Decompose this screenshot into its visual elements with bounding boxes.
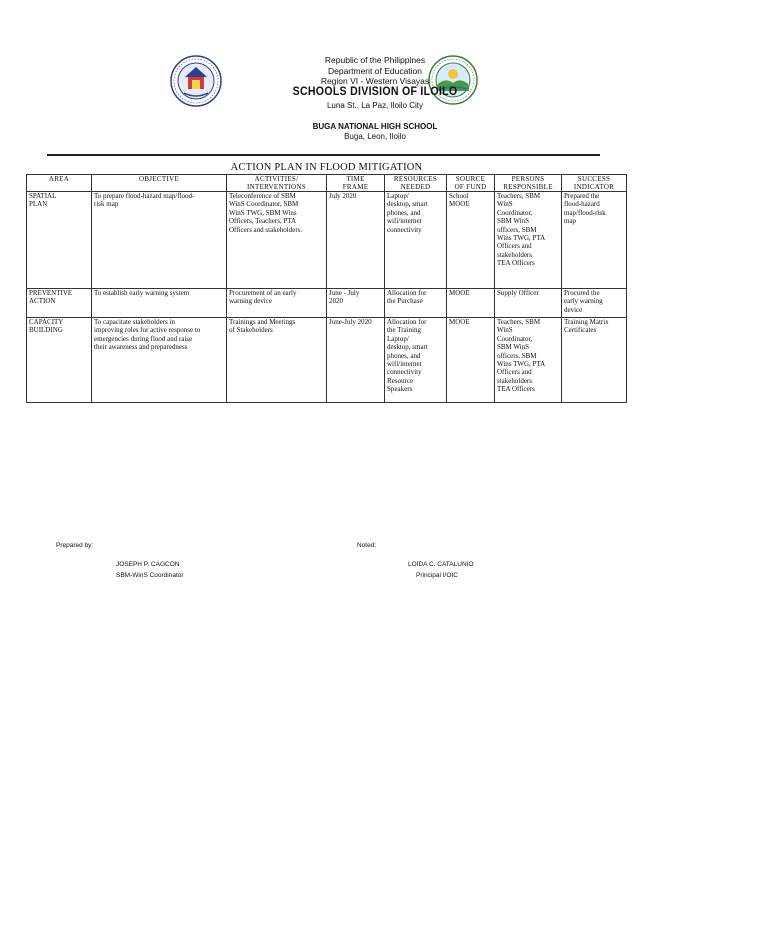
cell-indicator [562,318,627,403]
cell-line: July 2020 [329,192,357,200]
column-header-line: AREA [48,175,70,183]
cell-line: To establish early warning system [94,289,190,297]
column-header [27,175,92,192]
cell-source [447,289,495,318]
cell-line: warning device [229,297,272,306]
header-region: Region VI - Western Visayas [320,76,430,86]
cell-line: risk map [94,200,119,209]
cell-objective [92,289,227,318]
cell-line: WinS TWG, SBM Wins [229,208,297,217]
table-header-row [27,175,627,192]
cell-line: June - July [329,289,360,297]
cell-line: wifi/internet [387,217,422,226]
cell-line: Officers and [497,242,532,251]
cell-line: ACTION [29,297,56,306]
cell-line: Procurement of an early [229,289,297,297]
cell-line: stakeholders [497,376,532,385]
cell-line: desktop, smart [387,343,428,352]
column-header-line: FRAME [342,183,369,191]
header-department: Department of Education [327,66,423,76]
cell-line: Wins TWG, PTA [497,234,546,243]
cell-line: SBM WinS [497,343,530,352]
cell-line: their awareness and preparedness [94,343,188,352]
cell-line: WinS [497,326,513,335]
preparer-role: SBM-WinS Coordinator [116,572,184,579]
cell-source [447,192,495,289]
column-header-line: OBJECTIVE [138,175,180,183]
cell-line: map/flood-risk [564,208,606,217]
cell-line: Allocation for [387,318,427,326]
plan-title: ACTION PLAN IN FLOOD MITIGATION [230,162,423,173]
cell-time-frame [327,192,385,289]
cell-area [27,289,92,318]
column-header [562,175,627,192]
cell-line: MOOE [449,200,470,209]
header-divider [47,154,600,156]
cell-line: stakeholders [497,250,532,259]
column-header-line: ACTIVITIES/ [254,175,299,183]
cell-activities [227,192,327,289]
cell-line: To prepare flood-hazard map/flood- [94,192,195,200]
cell-persons [495,318,562,403]
cell-line: wifi/internet [387,360,422,369]
cell-activities [227,318,327,403]
cell-line: emergencies during flood and raise [94,334,193,343]
column-header [327,175,385,192]
cell-indicator [562,192,627,289]
cell-line: Coordinator, [497,334,533,343]
cell-activities [227,289,327,318]
cell-line: Officers, Teachers, PTA [229,217,297,226]
cell-line: of Stakeholders [229,326,273,335]
column-header [447,175,495,192]
cell-line: connectivity [387,368,422,377]
cell-resources [385,192,447,289]
cell-line: Allocation for [387,289,427,297]
cell-line: Teleconference of SBM [229,192,296,200]
cell-line: SBM WinS [497,217,530,226]
cell-objective [92,192,227,289]
cell-line: Speakers [387,385,413,394]
noter-name: LOIDA C. CATALUNIO [408,561,474,568]
cell-line: Officers and stakeholders. [229,225,303,234]
cell-line: phones, and [387,351,421,360]
cell-persons [495,192,562,289]
cell-line: flood-hazard [564,200,600,209]
cell-line: Resource [387,376,414,385]
column-header-line: NEEDED [400,183,431,191]
column-header-line: SUCCESS [577,175,611,183]
cell-area [27,192,92,289]
cell-line: connectivity [387,225,422,234]
cell-line: map [564,217,577,226]
cell-line: June-July 2020 [329,318,372,326]
column-header-line: TIME [346,175,365,183]
cell-line: Procured the [564,289,600,297]
column-header-line: INDICATOR [573,183,615,191]
cell-line: CAPACITY [29,318,64,326]
column-header [495,175,562,192]
cell-line: WinS Coordinator, SBM [229,200,299,209]
cell-line: Trainings and Meetings [229,318,296,326]
cell-line: Teachers, SBM [497,192,541,200]
cell-line: TEA Officers [497,259,535,268]
header-republic: Republic of the Philippines [324,55,426,65]
cell-line: Laptop/ [387,192,409,200]
cell-indicator [562,289,627,318]
cell-line: officers, SBM [497,225,537,234]
prepared-by-label: Prepared by: [56,542,94,549]
action-plan-table [26,174,627,403]
cell-line: officers, SBM [497,351,537,360]
table-row [27,289,627,318]
cell-line: phones, and [387,208,421,217]
cell-line: Laptop/ [387,334,409,343]
cell-line: MOOE [449,289,470,297]
cell-line: desktop, smart [387,200,428,209]
column-header [227,175,327,192]
cell-line: SPATIAL [29,192,57,200]
column-header-line: OF FUND [454,183,487,191]
cell-line: Training Matrix [564,318,609,326]
cell-line: School [449,192,469,200]
cell-area [27,318,92,403]
table-row [27,318,627,403]
cell-line: PLAN [29,200,48,209]
column-header-line: SOURCE [455,175,486,183]
preparer-name: JOSEPH P. CAGCON [116,561,180,568]
column-header [92,175,227,192]
cell-objective [92,318,227,403]
table-row [27,192,627,289]
cell-time-frame [327,318,385,403]
noter-role: Principal I/OIC [416,572,458,579]
column-header-line: INTERVENTIONS [247,183,306,191]
cell-resources [385,318,447,403]
column-header [385,175,447,192]
cell-line: PREVENTIVE [29,289,73,297]
cell-line: WinS [497,200,513,209]
cell-line: Supply Officer [497,289,539,297]
cell-line: improving roles for active response to [94,326,201,335]
cell-line: BUILDING [29,326,63,335]
school-location: Buga, Leon, Iloilo [344,132,406,141]
deped-seal-icon [170,55,222,107]
header-address: Luna St., La Paz, Iloilo City [326,101,424,110]
cell-line: MOOE [449,318,470,326]
cell-line: early warning [564,297,603,306]
header-division: SCHOOLS DIVISION OF ILOILO [292,86,458,98]
cell-line: Certificates [564,326,597,335]
school-name: BUGA NATIONAL HIGH SCHOOL [312,122,438,131]
cell-time-frame [327,289,385,318]
column-header-line: RESPONSIBLE [503,183,553,191]
cell-line: 2020 [329,297,343,306]
cell-line: Wins TWG, PTA [497,360,546,369]
cell-resources [385,289,447,318]
cell-line: Prepared the [564,192,600,200]
cell-persons [495,289,562,318]
cell-line: TEA Officers [497,385,535,394]
cell-line: the Purchase [387,297,423,306]
cell-line: the Training [387,326,422,335]
cell-line: Teachers, SBM [497,318,541,326]
cell-line: Officers and [497,368,532,377]
cell-line: To capacitate stakeholders in [94,318,175,326]
column-header-line: RESOURCES [393,175,438,183]
cell-line: device [564,305,583,314]
noted-by-label: Noted: [357,542,377,549]
cell-line: Coordinator, [497,208,533,217]
column-header-line: PERSONS [511,175,545,183]
cell-source [447,318,495,403]
